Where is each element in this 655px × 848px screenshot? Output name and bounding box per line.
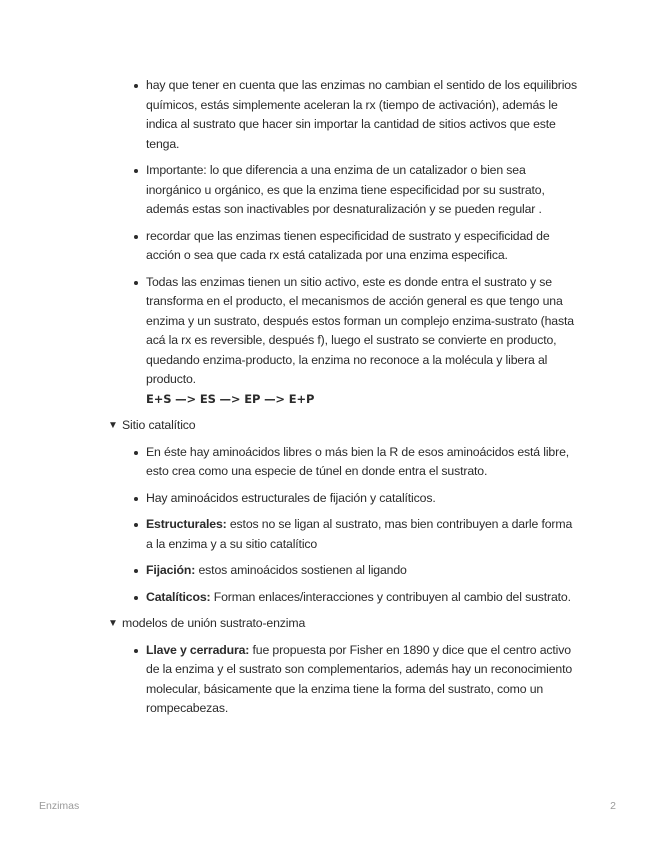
catalitico-bullet-list <box>108 443 578 608</box>
bullet-bold: Estructurales: <box>146 517 227 531</box>
bullet-text: Todas las enzimas tienen un sitio activo, este es donde entra el sustrato y se transforma en el producto, el mecanismos de acción general es que tengo una enzima y un sustrato, después estos forman un complejo enzima-sustrato (hasta acá la rx es reversible, después f), luego el sustrato se convierte en producto, quedando enzima-producto, la enzima no reconoce a la molécula y libera al producto. <box>146 274 574 386</box>
page-number: 2 <box>610 800 616 812</box>
page-content <box>108 76 578 726</box>
list-item <box>108 588 578 608</box>
list-item <box>108 641 578 719</box>
footer-title: Enzimas <box>39 800 80 812</box>
bullet-text: Hay aminoácidos estructurales de fijación y catalíticos. <box>146 490 436 505</box>
modelos-bullet-list <box>108 641 578 719</box>
list-item <box>108 227 578 266</box>
bullet-text: Importante: lo que diferencia a una enzima de un catalizador o bien sea inorgánico u orgánico, es que la enzima tiene especificidad por su sustrato, además estas son inactivables por desnaturalización y se pueden regular . <box>146 163 545 216</box>
bullet-text: fue propuesta por Fisher en 1890 y dice que el centro activo de la enzima y el sustrato son complementarios, además hay un reconocimiento molecular, básicamente que la enzima tiene la forma del sustrato, como un rompecabezas. <box>146 642 573 715</box>
list-item <box>108 515 578 554</box>
list-item <box>108 443 578 482</box>
bullet-text: estos aminoácidos sostienen al ligando <box>195 563 407 577</box>
bullet-text: hay que tener en cuenta que las enzimas no cambian el sentido de los equilibrios químicos, estás simplemente aceleran la rx (tiempo de activación), además le indica al sustrato que hacer sin importar la cantidad de sitios activos que este tenga. <box>146 78 577 151</box>
list-item <box>108 76 578 154</box>
list-item <box>108 273 578 410</box>
triangle-down-icon[interactable]: ▼ <box>108 420 118 431</box>
triangle-down-icon[interactable]: ▼ <box>108 618 118 629</box>
bullet-bold: Llave y cerradura: <box>146 642 250 657</box>
list-item <box>108 561 578 581</box>
top-bullet-list <box>108 76 578 409</box>
toggle-sitio-catalitico[interactable] <box>108 416 578 436</box>
list-item <box>108 489 578 509</box>
bullet-text: estos no se ligan al sustrato, mas bien contribuyen a darle forma a la enzima y a su sitio catalítico <box>146 517 573 551</box>
bullet-text: En éste hay aminoácidos libres o más bien la R de esos aminoácidos está libre, esto crea como una especie de túnel en donde entra el sustrato. <box>146 444 570 478</box>
list-item <box>108 161 578 220</box>
toggle-title: modelos de unión sustrato-enzima <box>122 616 306 630</box>
bullet-bold: Catalíticos: <box>146 589 211 604</box>
toggle-modelos-union[interactable] <box>108 614 578 634</box>
bullet-bold: Fijación: <box>146 563 196 577</box>
bullet-text: recordar que las enzimas tienen especificidad de sustrato y especificidad de acción o sea que cada rx está catalizada por una enzima especifica. <box>146 228 550 262</box>
toggle-title: Sitio catalítico <box>122 418 196 432</box>
bullet-text: Forman enlaces/interacciones y contribuyen al cambio del sustrato. <box>210 589 571 604</box>
reaction-formula: E+S —> ES —> EP —> E+P <box>146 391 315 406</box>
